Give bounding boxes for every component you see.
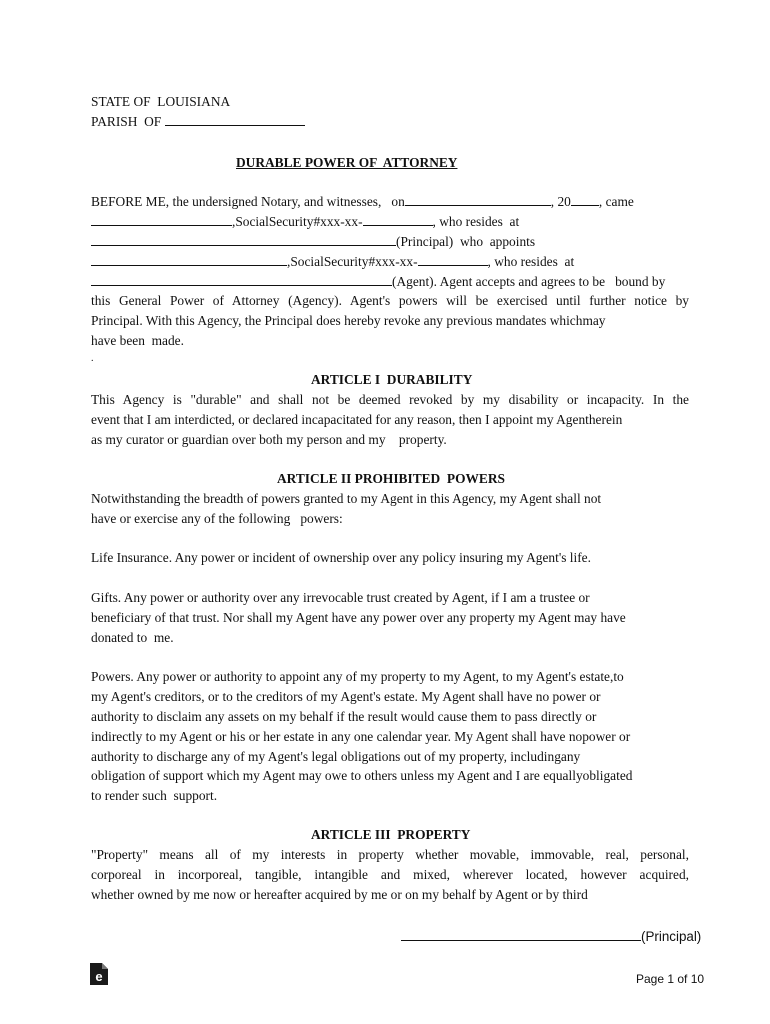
state-line: STATE OF LOUISIANA (91, 94, 231, 109)
article-3-line: whether owned by me now or hereafter acquired by me or on my behalf by Agent or by third (91, 887, 588, 902)
powers-line: authority to disclaim any assets on my behalf if the result would cause them to pass directly or (91, 709, 597, 724)
gifts-line: beneficiary of that trust. Nor shall my Agent have any power over any property my Agent may have (91, 610, 626, 625)
principal-ssn-blank[interactable] (363, 213, 433, 226)
agent-ssn-blank[interactable] (418, 253, 488, 266)
article-1-heading: ARTICLE I DURABILITY (311, 372, 473, 387)
intro-line-5: (Agent). Agent accepts and agrees to be bound by (91, 272, 665, 292)
page-number: Page 1 of 10 (636, 972, 705, 986)
article-2-intro-line: Notwithstanding the breadth of powers granted to my Agent in this Agency, my Agent shall not (91, 491, 602, 506)
principal-name-blank[interactable] (91, 213, 232, 226)
intro-line-8: have been made. (91, 333, 184, 348)
intro-line-2: ,SocialSecurity#xxx-xx- , who resides at (91, 212, 519, 232)
stray-dot: . (91, 353, 94, 364)
powers-line: to render such support. (91, 788, 218, 803)
agent-name-blank[interactable] (91, 253, 287, 266)
principal-signature-line: (Principal) (401, 927, 701, 947)
svg-text:e: e (95, 969, 103, 984)
gifts-line: Gifts. Any power or authority over any irrevocable trust created by Agent, if I am a trustee or (91, 590, 590, 605)
principal-address-blank[interactable] (91, 233, 396, 246)
date-blank[interactable] (405, 193, 551, 206)
intro-line-6: this General Power of Attorney (Agency). Agent's powers will be exercised until further notice by (91, 293, 689, 308)
article-1-line: as my curator or guardian over both my person and my property. (91, 432, 447, 447)
article-1-line: This Agency is "durable" and shall not be deemed revoked by my disability or incapacity. In the (91, 392, 689, 407)
article-3-line: "Property" means all of my interests in property whether movable, immovable, real, personal, (91, 847, 689, 862)
article-2-heading: ARTICLE II PROHIBITED POWERS (277, 471, 505, 486)
principal-signature-blank[interactable] (401, 928, 641, 941)
intro-line-3: (Principal) who appoints (91, 232, 535, 252)
intro-line-1: BEFORE ME, the undersigned Notary, and witnesses, on , 20 , came (91, 194, 634, 209)
article-3-line: corporeal in incorporeal, tangible, intangible and mixed, wherever located, however acquired, (91, 867, 689, 882)
article-2-intro-line: have or exercise any of the following powers: (91, 511, 343, 526)
gifts-line: donated to me. (91, 630, 174, 645)
parish-blank[interactable] (165, 113, 305, 126)
article-1-line: event that I am interdicted, or declared incapacitated for any reason, then I appoint my Agentherein (91, 412, 623, 427)
year-blank[interactable] (571, 193, 599, 206)
article-3-heading: ARTICLE III PROPERTY (311, 827, 471, 842)
powers-line: obligation of support which my Agent may owe to others unless my Agent and I are equallyobligated (91, 768, 633, 783)
document-title: DURABLE POWER OF ATTORNEY (236, 155, 458, 170)
powers-line: indirectly to my Agent or his or her estate in any one calendar year. My Agent shall have nopower or (91, 729, 631, 744)
powers-line: Powers. Any power or authority to appoint any of my property to my Agent, to my Agent's estate,to (91, 669, 624, 684)
agent-address-blank[interactable] (91, 273, 392, 286)
powers-line: my Agent's creditors, or to the creditors of my Agent's estate. My Agent shall have no power or (91, 689, 601, 704)
powers-line: authority to discharge any of my Agent's legal obligations out of my property, includingany (91, 749, 581, 764)
eforms-logo-icon (90, 963, 108, 985)
life-insurance-line: Life Insurance. Any power or incident of ownership over any policy insuring my Agent's life. (91, 550, 591, 565)
intro-line-7: Principal. With this Agency, the Principal does hereby revoke any previous mandates whichmay (91, 313, 606, 328)
parish-line: PARISH OF (91, 112, 305, 132)
intro-line-4: ,SocialSecurity#xxx-xx- , who resides at (91, 252, 574, 272)
